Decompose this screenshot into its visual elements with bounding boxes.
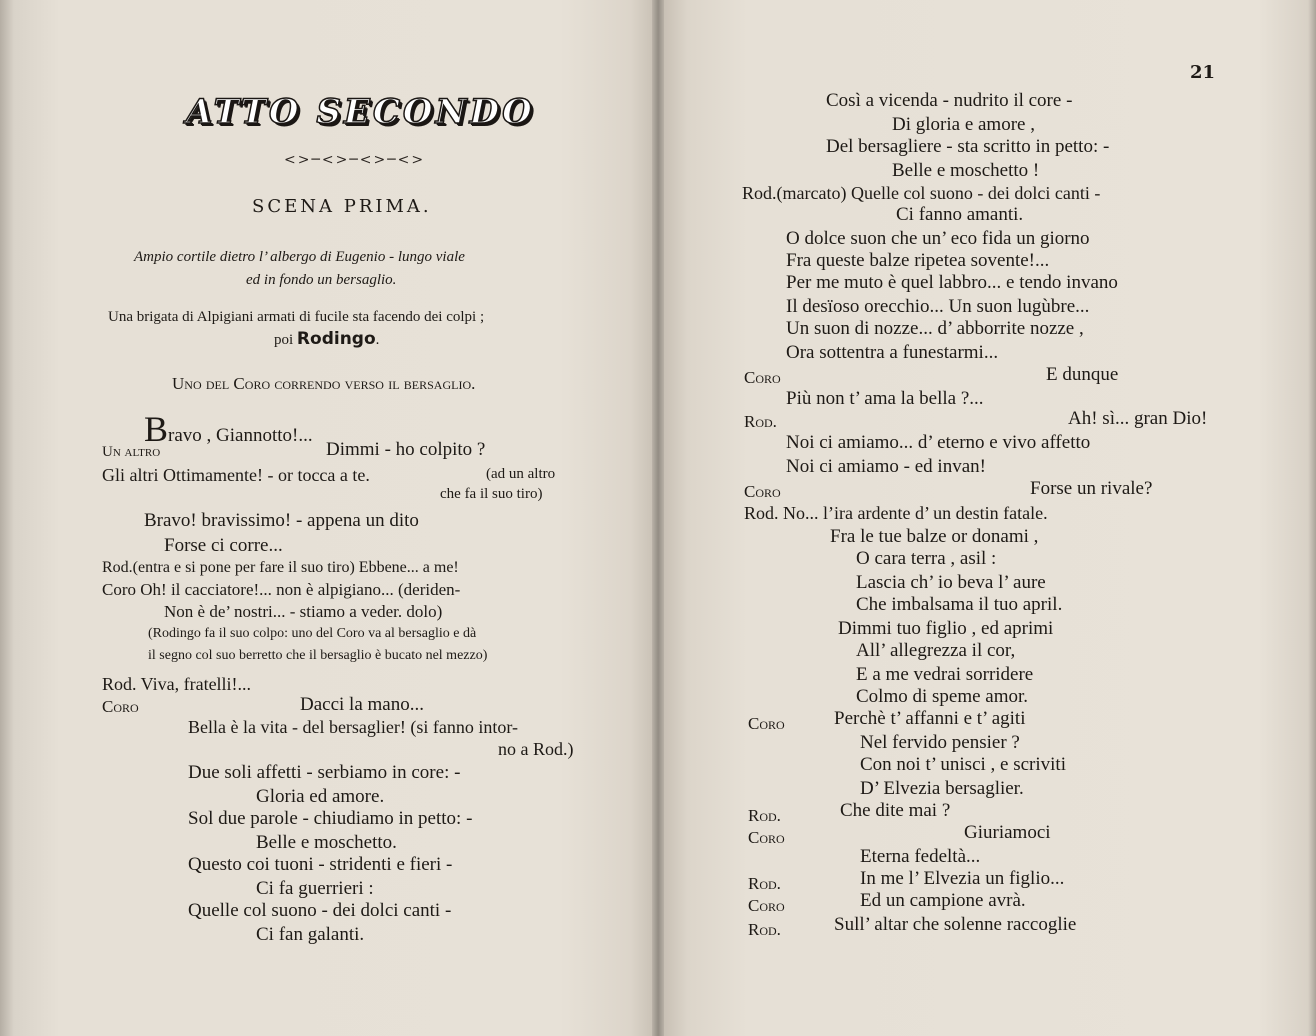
verse-line: In me l’ Elvezia un figlio... xyxy=(860,868,1065,889)
verse-line: Due soli affetti - serbiamo in core: - xyxy=(188,762,461,783)
verse-line: Nel fervido pensier ? xyxy=(860,732,1020,753)
stage-direction: il segno col suo berretto che il bersaglio è bucato nel mezzo) xyxy=(148,648,488,663)
verse-line: Forse un rivale? xyxy=(1030,478,1153,499)
verse-line: D’ Elvezia bersaglier. xyxy=(860,778,1024,799)
verse-line: O dolce suon che un’ eco fida un giorno xyxy=(786,228,1090,249)
verse-line: Eterna fedeltà... xyxy=(860,846,981,867)
scene-heading: SCENA PRIMA. xyxy=(252,196,432,217)
verse-line: Perchè t’ affanni e t’ agiti xyxy=(834,708,1026,729)
book-gutter xyxy=(652,0,664,1036)
verse-line: Rod. Viva, fratelli!... xyxy=(102,674,252,694)
page-number: 21 xyxy=(1190,62,1216,83)
verse-line: Il desïoso orecchio... Un suon lugùbre... xyxy=(786,296,1090,317)
verse-line: Rod.(marcato) Quelle col suono - dei dolci canti - xyxy=(742,183,1101,203)
verse-line: Così a vicenda - nudrito il core - xyxy=(826,90,1073,111)
verse-text: ravo , Giannotto!... xyxy=(168,425,313,446)
verse-line: Gli altri Ottimamente! - or tocca a te. xyxy=(102,465,370,485)
verse-line: Sol due parole - chiudiamo in petto: - xyxy=(188,808,473,829)
verse-line: Rod. No... l’ira ardente d’ un destin fatale. xyxy=(744,503,1048,523)
verse-line: Che imbalsama il tuo april. xyxy=(856,594,1063,615)
stage-direction: (ad un altro xyxy=(486,466,556,482)
speaker-label: Rod. xyxy=(748,874,781,893)
verse-line: Lascia ch’ io beva l’ aure xyxy=(856,572,1046,593)
verse-line: Fra queste balze ripetea sovente!... xyxy=(786,250,1050,271)
verse-line: Dimmi - ho colpito ? xyxy=(326,439,486,460)
stage-direction: no a Rod.) xyxy=(498,739,574,759)
setting-line: ed in fondo un bersaglio. xyxy=(246,272,397,288)
verse-line: Ci fan galanti. xyxy=(256,924,365,945)
verse-line: Di gloria e amore , xyxy=(892,114,1035,135)
verse-line: Dimmi tuo figlio , ed aprimi xyxy=(838,618,1054,639)
verse-line: All’ allegrezza il cor, xyxy=(856,640,1016,661)
verse-line: Con noi t’ unisci , e scriviti xyxy=(860,754,1066,775)
character-name-rodingo: Rodingo xyxy=(296,329,376,349)
verse-line: Gloria ed amore. xyxy=(256,786,385,807)
verse-line: Ci fa guerrieri : xyxy=(256,878,374,899)
verse-line: Che dite mai ? xyxy=(840,800,951,821)
verse-line: Più non t’ ama la bella ?... xyxy=(786,388,984,409)
verse-line: Ora sottentra a funestarmi... xyxy=(786,342,999,363)
stage-direction: che fa il suo tiro) xyxy=(440,486,543,502)
verse-line: Quelle col suono - dei dolci canti - xyxy=(188,900,452,921)
verse-line: O cara terra , asil : xyxy=(856,548,997,569)
verse-line: E dunque xyxy=(1046,364,1119,385)
speaker-label: Coro xyxy=(744,368,781,387)
speaker-label: Rod. xyxy=(748,806,781,825)
speaker-label: Un altro xyxy=(102,444,161,460)
verse-line: Bravo! bravissimo! - appena un dito xyxy=(144,510,419,531)
verse-line: E a me vedrai sorridere xyxy=(856,664,1034,685)
verse-line: Questo coi tuoni - stridenti e fieri - xyxy=(188,854,453,875)
verse-line: Per me muto è quel labbro... e tendo invano xyxy=(786,272,1118,293)
verse-line: Rod.(entra e si pone per fare il suo tiro) Ebbene... a me! xyxy=(102,559,459,576)
verse-line: Bella è la vita - del bersaglier! (si fanno intor- xyxy=(188,717,519,737)
ornament-divider: <>─<>─<>─<> xyxy=(284,152,426,168)
verse-line: Noi ci amiamo - ed invan! xyxy=(786,456,986,477)
verse-line: Giuriamoci xyxy=(964,822,1051,843)
stage-direction: (Rodingo fa il suo colpo: uno del Coro va al bersaglio e dà xyxy=(148,626,477,641)
setting-line: Ampio cortile dietro l’ albergo di Eugenio - lungo viale xyxy=(134,249,465,265)
verse-line: Belle e moschetto. xyxy=(256,832,397,853)
speaker-label: Coro xyxy=(744,482,781,501)
stage-direction: Uno del Coro correndo verso il bersaglio. xyxy=(172,374,476,393)
stage-direction xyxy=(274,330,379,349)
verse-line: Belle e moschetto ! xyxy=(892,160,1040,181)
speaker-label: Rod. xyxy=(748,920,781,939)
speaker-label: Rod. xyxy=(744,412,777,431)
verse-line: Forse ci corre... xyxy=(164,535,283,556)
stage-direction: Una brigata di Alpigiani armati di fucile sta facendo dei colpi ; xyxy=(108,309,485,325)
verse-line: Coro Oh! il cacciatore!... non è alpigiano... (deriden- xyxy=(102,580,461,599)
verse-line: Ci fanno amanti. xyxy=(896,204,1024,225)
speaker-label: Coro xyxy=(102,697,139,716)
act-title: ATTO SECONDO xyxy=(186,92,535,132)
speaker-label: Coro xyxy=(748,896,785,915)
verse-line: Del bersagliere - sta scritto in petto: - xyxy=(826,136,1110,157)
right-page xyxy=(658,0,1316,1036)
verse-line: Ed un campione avrà. xyxy=(860,890,1026,911)
verse-line: Colmo di speme amor. xyxy=(856,686,1029,707)
speaker-label: Coro xyxy=(748,828,785,847)
verse-line: Sull’ altar che solenne raccoglie xyxy=(834,914,1077,935)
speaker-label: Coro xyxy=(748,714,785,733)
verse-line xyxy=(144,409,313,449)
verse-line: Non è de’ nostri... - stiamo a veder. dolo) xyxy=(164,602,443,621)
stage-direction-part: poi xyxy=(274,332,297,348)
drop-cap: B xyxy=(144,409,169,449)
verse-line: Ah! sì... gran Dio! xyxy=(1068,408,1208,429)
verse-line: Un suon di nozze... d’ abborrite nozze , xyxy=(786,318,1084,339)
stage-direction-part: . xyxy=(375,332,380,348)
verse-line: Fra le tue balze or donami , xyxy=(830,526,1039,547)
verse-line: Dacci la mano... xyxy=(300,694,424,715)
verse-line: Noi ci amiamo... d’ eterno e vivo affetto xyxy=(786,432,1091,453)
